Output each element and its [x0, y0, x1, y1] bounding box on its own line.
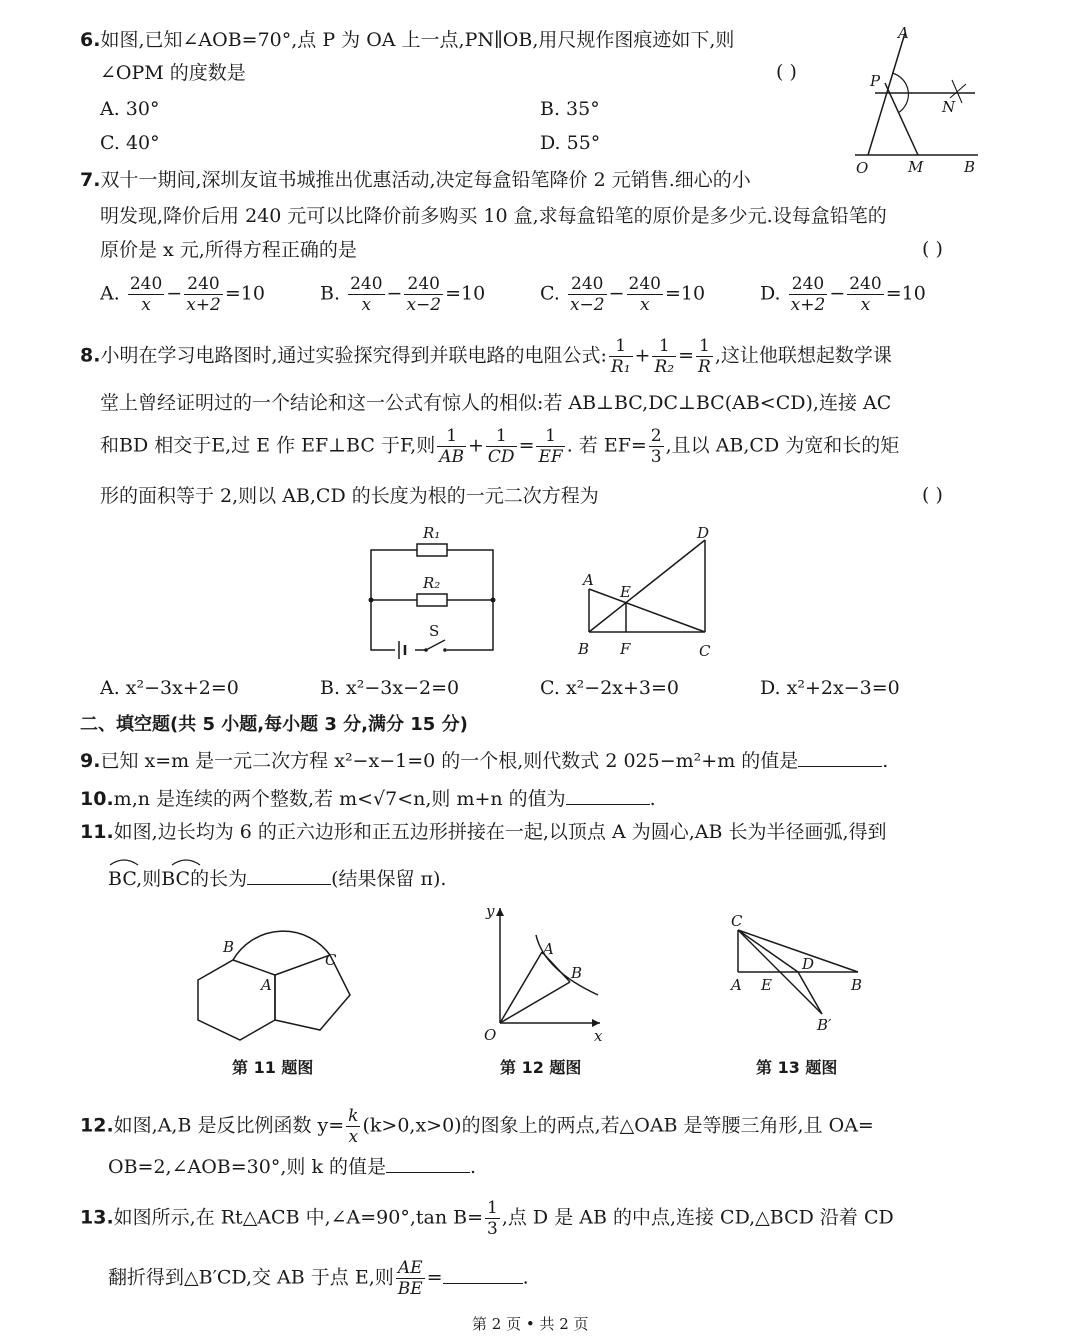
q7-d-d1: x+2: [790, 295, 826, 315]
q7-answer-paren: ( ): [922, 238, 943, 260]
q8-geometry-figure: [575, 522, 725, 660]
q8-f1-frac3: [696, 336, 713, 377]
q6-fig-label-b: B: [964, 158, 976, 176]
q7-c-frac1: [568, 274, 607, 315]
q7-line1: [80, 168, 751, 192]
q7-b-frac1: [348, 274, 384, 315]
q7-a-frac1: [128, 274, 164, 315]
q12-fig-label-o: O: [484, 1026, 497, 1044]
q12-figure: [478, 900, 608, 1050]
q13-text-2a: 翻折得到△B′CD,交 AB 于点 E,则: [108, 1266, 394, 1289]
q7-option-d: [760, 274, 926, 315]
q13-tan-frac: [485, 1198, 500, 1239]
q11-fig-label-c: C: [325, 951, 337, 969]
q8-text-1a: 小明在学习电路图时,通过实验探究得到并联电路的电阻公式:: [100, 344, 607, 367]
q7-d-op: −: [829, 282, 846, 305]
q7-a-d1: x: [141, 295, 151, 315]
q8-f2-n1: 1: [437, 426, 466, 447]
q8-f1-d2: R₂: [654, 357, 675, 377]
q9-end: .: [882, 750, 889, 772]
q7-c-label: C.: [540, 282, 560, 305]
page-footer: 第 2 页 • 共 2 页: [472, 1315, 589, 1333]
q13-text-1a: 如图所示,在 Rt△ACB 中,∠A=90°,tan B=: [113, 1206, 484, 1229]
q6-fig-label-m: M: [908, 158, 924, 176]
q13-figure-caption: 第 13 题图: [756, 1058, 838, 1077]
q11-text-1: 如图,边长均为 6 的正六边形和正五边形拼接在一起,以顶点 A 为圆心,AB 长为半径画弧,得到: [113, 821, 887, 843]
q7-a-rhs: =10: [224, 282, 265, 305]
q10-number: 10.: [80, 788, 114, 810]
q8-f1-frac1: [609, 336, 633, 377]
q13-tan-d: 3: [487, 1219, 498, 1239]
q8-f2-eq: =: [518, 434, 535, 457]
q9-line: [80, 746, 888, 773]
q11-line1: [80, 820, 887, 844]
q8-ef-frac: [649, 426, 664, 467]
q6-fig-label-o: O: [856, 159, 869, 177]
q7-c-n2: 240: [628, 274, 661, 294]
q8-fig-label-a: A: [583, 571, 594, 589]
q12-fig-label-a: A: [543, 940, 554, 958]
q12-text-1a: 如图,A,B 是反比例函数 y=: [113, 1114, 345, 1137]
q8-text-3a: 和BD 相交于E,过 E 作 EF⊥BC 于F,则: [100, 434, 436, 457]
q6-text-2: ∠OPM 的度数是: [100, 62, 246, 84]
q8-ef-n: 2: [650, 426, 662, 446]
q13-fig-label-d: D: [802, 955, 815, 973]
q7-b-n2: 240: [404, 274, 443, 295]
q6-fig-label-n: N: [942, 98, 956, 116]
q8-f2-d2: CD: [487, 447, 515, 467]
q7-d-n2: 240: [849, 274, 882, 294]
q11-answer-blank[interactable]: [247, 864, 331, 885]
q7-option-b: [320, 274, 485, 315]
q8-f2-frac3: [536, 426, 564, 467]
q12-answer-blank[interactable]: [386, 1152, 470, 1173]
q7-d-d2: x: [860, 295, 871, 315]
q12-k-d: x: [348, 1127, 359, 1147]
q11-fig-label-a: A: [261, 976, 272, 994]
q6-option-c: C. 40°: [100, 132, 160, 154]
q12-text-1b: (k>0,x>0)的图象上的两点,若△OAB 是等腰三角形,且 OA=: [362, 1114, 874, 1137]
q10-text: m,n 是连续的两个整数,若 m<√7<n,则 m+n 的值为: [113, 788, 566, 810]
q7-text-2: 明发现,降价后用 240 元可以比降价前多购买 10 盒,求每盒铅笔的原价是多少元.设每盒铅笔的: [100, 205, 887, 227]
q7-a-op: −: [166, 282, 183, 305]
q13-fig-label-a: A: [731, 976, 742, 994]
q8-f2-frac1: [437, 426, 466, 467]
q10-answer-blank[interactable]: [566, 784, 650, 805]
q12-number: 12.: [80, 1114, 114, 1137]
q13-ratio-d: BE: [397, 1279, 423, 1299]
q13-text-2b: =: [426, 1266, 443, 1289]
q13-ratio-frac: [396, 1258, 425, 1299]
q7-b-label: B.: [320, 282, 341, 305]
q8-fig-label-d: D: [697, 524, 710, 542]
q8-option-c: C. x²−2x+3=0: [540, 677, 680, 699]
q11-figure-caption: 第 11 题图: [232, 1058, 314, 1077]
q13-tan-n: 1: [487, 1198, 498, 1218]
q12-line1: [80, 1106, 874, 1147]
q12-k-n: k: [348, 1106, 359, 1126]
q8-f1-plus: +: [634, 344, 651, 367]
q7-c-rhs: =10: [664, 282, 706, 305]
q8-option-b: B. x²−3x−2=0: [320, 677, 460, 699]
q7-text-1: 双十一期间,深圳友谊书城推出优惠活动,决定每盒铅笔降价 2 元销售.细心的小: [100, 169, 751, 191]
q8-text-3c: ,且以 AB,CD 为宽和长的矩: [665, 434, 900, 457]
q13-fig-label-c: C: [731, 912, 743, 930]
q8-circuit-r2: R₂: [423, 574, 441, 592]
q13-end: .: [522, 1266, 529, 1289]
q12-end: .: [470, 1156, 477, 1178]
q8-circuit-s: S: [429, 622, 440, 640]
q13-fig-label-b: B: [851, 976, 863, 994]
q11-fig-label-b: B: [223, 938, 235, 956]
q12-k-frac: [346, 1106, 360, 1147]
q8-f1-n1: 1: [609, 336, 633, 357]
q13-answer-blank[interactable]: [443, 1263, 523, 1284]
q11-arc-marks: [108, 855, 208, 867]
q7-d-frac2: [847, 274, 883, 315]
q8-ef-d: 3: [650, 447, 662, 467]
q11-number: 11.: [80, 821, 114, 843]
q12-text-2: OB=2,∠AOB=30°,则 k 的值是: [108, 1156, 386, 1178]
q10-line: [80, 784, 656, 811]
q11-line2: [108, 864, 446, 891]
q7-c-d2: x: [639, 295, 650, 315]
q11-text-2a: BC,则BC的长为: [108, 868, 248, 890]
q13-line2: [108, 1258, 529, 1299]
q12-fig-label-b: B: [571, 964, 583, 982]
q7-d-label: D.: [760, 282, 781, 305]
q9-number: 9.: [80, 750, 101, 772]
q7-b-d1: x: [361, 295, 372, 315]
q11-text-2b: (结果保留 π).: [331, 868, 447, 890]
q8-option-d: D. x²+2x−3=0: [760, 677, 900, 699]
q8-f1-n2: 1: [652, 336, 676, 357]
q7-d-frac1: [789, 274, 828, 315]
q8-option-a: A. x²−3x+2=0: [100, 677, 239, 699]
q6-option-d: D. 55°: [540, 132, 601, 154]
q6-figure: [850, 24, 990, 178]
q8-f2-d3: EF: [538, 447, 563, 467]
q13-figure: [725, 912, 870, 1047]
q7-a-frac2: [184, 274, 223, 315]
q7-a-label: A.: [100, 282, 120, 305]
q8-fig-label-b: B: [578, 640, 590, 658]
q8-fig-label-e: E: [620, 583, 631, 601]
q6-answer-paren: ( ): [776, 61, 797, 83]
q8-line1: [80, 336, 892, 377]
q8-text-2: 堂上曾经证明过的一个结论和这一公式有惊人的相似:若 AB⊥BC,DC⊥BC(AB<CD),连接 AC: [100, 392, 892, 414]
q12-figure-caption: 第 12 题图: [500, 1058, 582, 1077]
q7-b-op: −: [386, 282, 403, 305]
q11-figure: [195, 920, 355, 1050]
q12-fig-label-x: x: [594, 1027, 603, 1045]
q8-f1-d3: R: [698, 357, 711, 377]
q7-b-frac2: [404, 274, 443, 315]
q7-number: 7.: [80, 169, 101, 191]
q7-a-d2: x+2: [186, 295, 221, 315]
q7-option-a: [100, 274, 265, 315]
q13-ratio-n: AE: [396, 1258, 425, 1279]
q8-f1-d1: R₁: [610, 357, 631, 377]
q9-answer-blank[interactable]: [798, 746, 882, 767]
q8-f1-eq: =: [678, 344, 694, 367]
q8-f2-plus: +: [468, 434, 484, 457]
q8-fig-label-f: F: [620, 640, 631, 658]
q7-d-rhs: =10: [885, 282, 926, 305]
q7-a-n1: 240: [129, 274, 163, 294]
q8-f2-n2: 1: [486, 426, 517, 447]
q13-fig-label-bprime: B′: [817, 1016, 832, 1034]
q13-text-1b: ,点 D 是 AB 的中点,连接 CD,△BCD 沿着 CD: [501, 1206, 894, 1229]
q8-f2-d1: AB: [439, 447, 464, 467]
q7-c-op: −: [608, 282, 625, 305]
q13-fig-label-e: E: [761, 976, 772, 994]
q8-f1-frac2: [652, 336, 676, 377]
q12-line2: [108, 1152, 476, 1179]
q6-number: 6.: [80, 29, 101, 51]
q8-text-1b: ,这让他联想起数学课: [714, 344, 892, 367]
q7-b-d2: x−2: [406, 295, 442, 315]
q6-line1: [80, 28, 734, 52]
q8-line3: [100, 426, 899, 467]
q9-text: 已知 x=m 是一元二次方程 x²−x−1=0 的一个根,则代数式 2 025−m²+m 的值是: [100, 750, 799, 772]
q7-d-n1: 240: [789, 274, 828, 295]
q8-fig-label-c: C: [699, 642, 711, 660]
q10-end: .: [649, 788, 656, 810]
q8-text-4: 形的面积等于 2,则以 AB,CD 的长度为根的一元二次方程为: [100, 485, 599, 507]
q8-f2-n3: 1: [536, 426, 564, 447]
q7-b-rhs: =10: [445, 282, 486, 305]
q7-c-frac2: [627, 274, 663, 315]
q6-fig-label-a: A: [898, 24, 909, 42]
q6-text-1: 如图,已知∠AOB=70°,点 P 为 OA 上一点,PN∥OB,用尺规作图痕迹如下,则: [100, 29, 735, 51]
q7-c-d1: x−2: [569, 295, 605, 315]
q8-answer-paren: ( ): [922, 484, 943, 506]
q7-a-n2: 240: [184, 274, 223, 295]
q8-text-3b: . 若 EF=: [566, 434, 647, 457]
q6-option-b: B. 35°: [540, 98, 600, 120]
q13-number: 13.: [80, 1206, 114, 1229]
q8-circuit-figure: [365, 520, 500, 655]
q7-text-3: 原价是 x 元,所得方程正确的是: [100, 239, 357, 261]
q7-b-n1: 240: [350, 274, 383, 294]
q8-circuit-r1: R₁: [423, 524, 441, 542]
q8-number: 8.: [80, 344, 101, 367]
section-fill-in-title: 二、填空题(共 5 小题,每小题 3 分,满分 15 分): [80, 714, 468, 735]
q8-f2-frac2: [486, 426, 517, 467]
q6-fig-label-p: P: [870, 72, 881, 90]
q6-option-a: A. 30°: [100, 98, 160, 120]
q13-line1: [80, 1198, 894, 1239]
q7-option-c: [540, 274, 705, 315]
q12-fig-label-y: y: [486, 902, 495, 920]
q7-c-n1: 240: [568, 274, 607, 295]
q8-f1-n3: 1: [696, 336, 713, 357]
